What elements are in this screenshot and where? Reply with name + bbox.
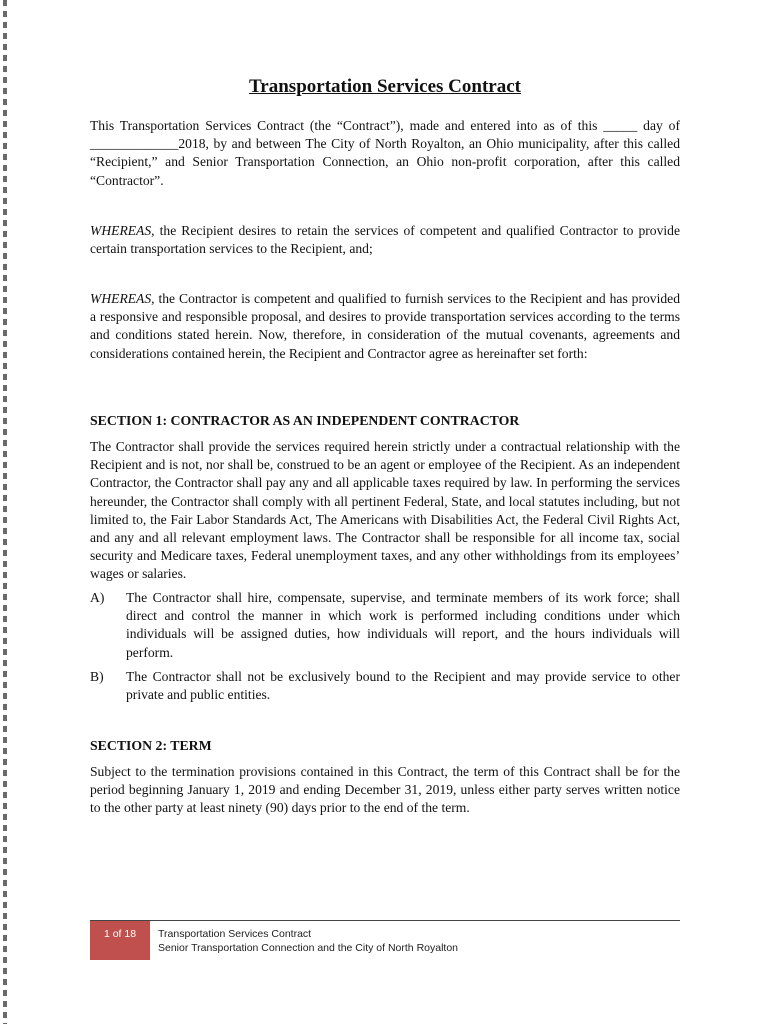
section-1-heading: SECTION 1: CONTRACTOR AS AN INDEPENDENT CONTRACTOR [90, 413, 520, 428]
document-title: Transportation Services Contract [249, 76, 521, 97]
page-edge-border [3, 0, 7, 1024]
list-marker-a: A) [90, 590, 105, 605]
whereas-paragraph-1 [90, 222, 680, 258]
section-2-body: Subject to the termination provisions contained in this Contract, the term of this Contract shall be for the period beginning January 1, 2019 and ending December 31, 2019, unless either party serves written notice to the other party at least ninety (90) days prior to the end of the term. [90, 764, 680, 816]
intro-paragraph: This Transportation Services Contract (the “Contract”), made and entered into as of this _____ day of _____________2018, by and between The City of North Royalton, an Ohio municipality, after this called “Recipient,” and Senior Transportation Connection, an Ohio non-profit corporation, after this called “Contractor”. [90, 118, 680, 188]
whereas-body-2: , the Contractor is competent and qualified to furnish services to the Recipient and has provided a responsive and responsible proposal, and desires to provide transportation services according to the terms and conditions stated herein. Now, therefore, in consideration of the mutual covenants, agreements and considerations contained herein, the Recipient and Contractor agree as hereinafter set forth: [90, 291, 680, 361]
footer-line-1: Transportation Services Contract [158, 928, 312, 940]
list-text-a: The Contractor shall hire, compensate, supervise, and terminate members of its work force; shall direct and control the manner in which work is performed including conditions under which individuals will be assigned duties, how individuals will report, and the hours individuals will perform. [126, 590, 680, 660]
footer-divider [90, 920, 680, 921]
footer-line-2: Senior Transportation Connection and the City of North Royalton [158, 942, 459, 954]
section-2-heading: SECTION 2: TERM [90, 738, 212, 753]
list-text-b: The Contractor shall not be exclusively bound to the Recipient and may provide service to other private and public entities. [126, 669, 680, 703]
list-marker-b: B) [90, 669, 104, 684]
page-number-badge: 1 of 18 [90, 921, 150, 960]
whereas-paragraph-2 [90, 290, 680, 363]
whereas-lead-1: WHEREAS [90, 223, 152, 238]
section-1-body: The Contractor shall provide the services required herein strictly under a contractual relationship with the Recipient and is not, nor shall be, construed to be an agent or employee of the Recipient. As an independent Contractor, the Contractor shall pay any and all applicable taxes required by law. In performing the services hereunder, the Contractor shall comply with all pertinent Federal, State, and local statutes including, but not limited to, the Fair Labor Standards Act, The Americans with Disabilities Act, the Federal Civil Rights Act, and any and all relevant employment laws. The Contractor shall be responsible for all income tax, social security and Medicare taxes, Federal unemployment taxes, and any other withholdings from its employees’ wages or salaries. [90, 439, 680, 582]
whereas-lead-2: WHEREAS [90, 291, 152, 306]
whereas-body-1: , the Recipient desires to retain the services of competent and qualified Contractor to provide certain transportation services to the Recipient, and; [90, 223, 680, 257]
footer-text [158, 927, 678, 955]
